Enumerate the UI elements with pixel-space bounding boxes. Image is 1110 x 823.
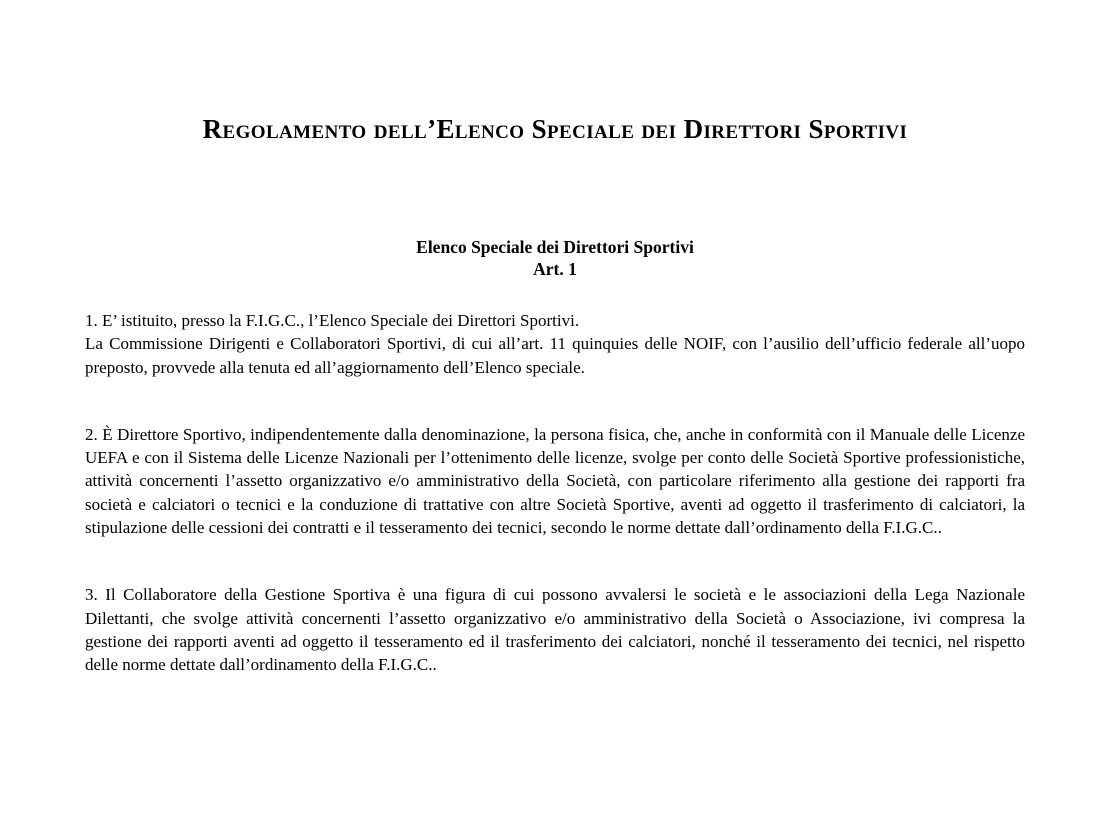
section-heading: Elenco Speciale dei Direttori Sportivi xyxy=(416,237,694,257)
document-body xyxy=(85,309,1025,677)
article-heading: Art. 1 xyxy=(533,259,577,279)
section-heading-block xyxy=(85,236,1025,280)
paragraph-1 xyxy=(85,309,1025,379)
paragraph-3-text: 3. Il Collaboratore della Gestione Sportiva è una figura di cui possono avvalersi le società e le associazioni della Lega Nazionale Dilettanti, che svolge attività concernenti l’assetto organizzativo e/o amministrativo della Società o Associazione, ivi compresa la gestione dei rapporti aventi ad oggetto il tesseramento ed il trasferimento dei calciatori, nonché il tesseramento dei tecnici, nel rispetto delle norme dettate dall’ordinamento della F.I.G.C.. xyxy=(85,585,1025,675)
paragraph-1-line-2: La Commissione Dirigenti e Collaboratori Sportivi, di cui all’art. 11 quinquies delle NOIF, con l’ausilio dell’ufficio federale all’uopo preposto, provvede alla tenuta ed all’aggiornamento dell’Elenco speciale. xyxy=(85,334,1025,377)
paragraph-2 xyxy=(85,423,1025,539)
paragraph-1-line-1: 1. E’ istituito, presso la F.I.G.C., l’Elenco Speciale dei Direttori Sportivi. xyxy=(85,311,580,330)
paragraph-3 xyxy=(85,583,1025,676)
paragraph-2-text: 2. È Direttore Sportivo, indipendentemente dalla denominazione, la persona fisica, che, anche in conformità con il Manuale delle Licenze UEFA e con il Sistema delle Licenze Nazionali per l’ottenimento delle licenze, svolge per conto delle Società Sportive professionistiche, attività concernenti l’assetto organizzativo e/o amministrativo della Società, con particolare riferimento alla gestione dei rapporti fra società e calciatori o tecnici e la conduzione di trattative con altre Società Sportive, aventi ad oggetto il trasferimento di calciatori, la stipulazione delle cessioni dei contratti e il tesseramento dei tecnici, secondo le norme dettate dall’ordinamento della F.I.G.C.. xyxy=(85,424,1025,538)
document-title: Regolamento dell’Elenco Speciale dei Direttori Sportivi xyxy=(202,114,908,144)
